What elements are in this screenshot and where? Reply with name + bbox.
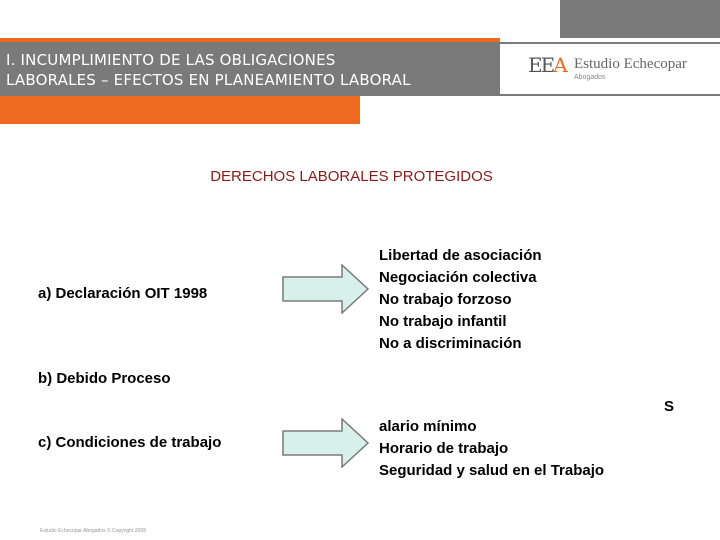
list-item: Negociación colectiva [379, 269, 537, 286]
list-item: Horario de trabajo [379, 440, 509, 457]
list-item: Libertad de asociación [379, 247, 542, 264]
item-b-label: b) Debido Proceso [38, 370, 171, 387]
header-orange-block [0, 96, 360, 124]
logo-mark-icon [528, 54, 572, 76]
page-title [6, 50, 496, 90]
title-line-1: I. INCUMPLIMIENTO DE LAS OBLIGACIONES [6, 51, 336, 69]
logo-subtitle: Abogados [574, 74, 606, 81]
logo-mark-accent: A [553, 53, 566, 77]
section-title: DERECHOS LABORALES PROTEGIDOS [210, 168, 493, 185]
arrow-right-icon [282, 264, 370, 314]
item-a-label: a) Declaración OIT 1998 [38, 285, 208, 302]
header-top-strip [0, 0, 560, 38]
stray-letter: S [664, 398, 675, 415]
header-gray-corner [560, 0, 720, 38]
list-item: Seguridad y salud en el Trabajo [379, 462, 605, 479]
list-item: No trabajo infantil [379, 313, 507, 330]
logo-name: Estudio Echecopar [574, 56, 687, 72]
logo-mark-letters: EE [528, 53, 554, 77]
list-item: No trabajo forzoso [379, 291, 512, 308]
logo [500, 44, 720, 94]
list-item: No a discriminación [379, 335, 522, 352]
item-c-label: c) Condiciones de trabajo [38, 434, 222, 451]
footer-copyright: Estudio Echecopar Abogados © Copyright 2008 [40, 528, 146, 534]
list-item: alario mínimo [379, 418, 477, 435]
arrow-right-icon [282, 418, 370, 468]
title-line-2: LABORALES – EFECTOS EN PLANEAMIENTO LABORAL [6, 71, 411, 89]
item-c-rights-list [379, 416, 604, 482]
item-a-rights-list [379, 245, 542, 355]
